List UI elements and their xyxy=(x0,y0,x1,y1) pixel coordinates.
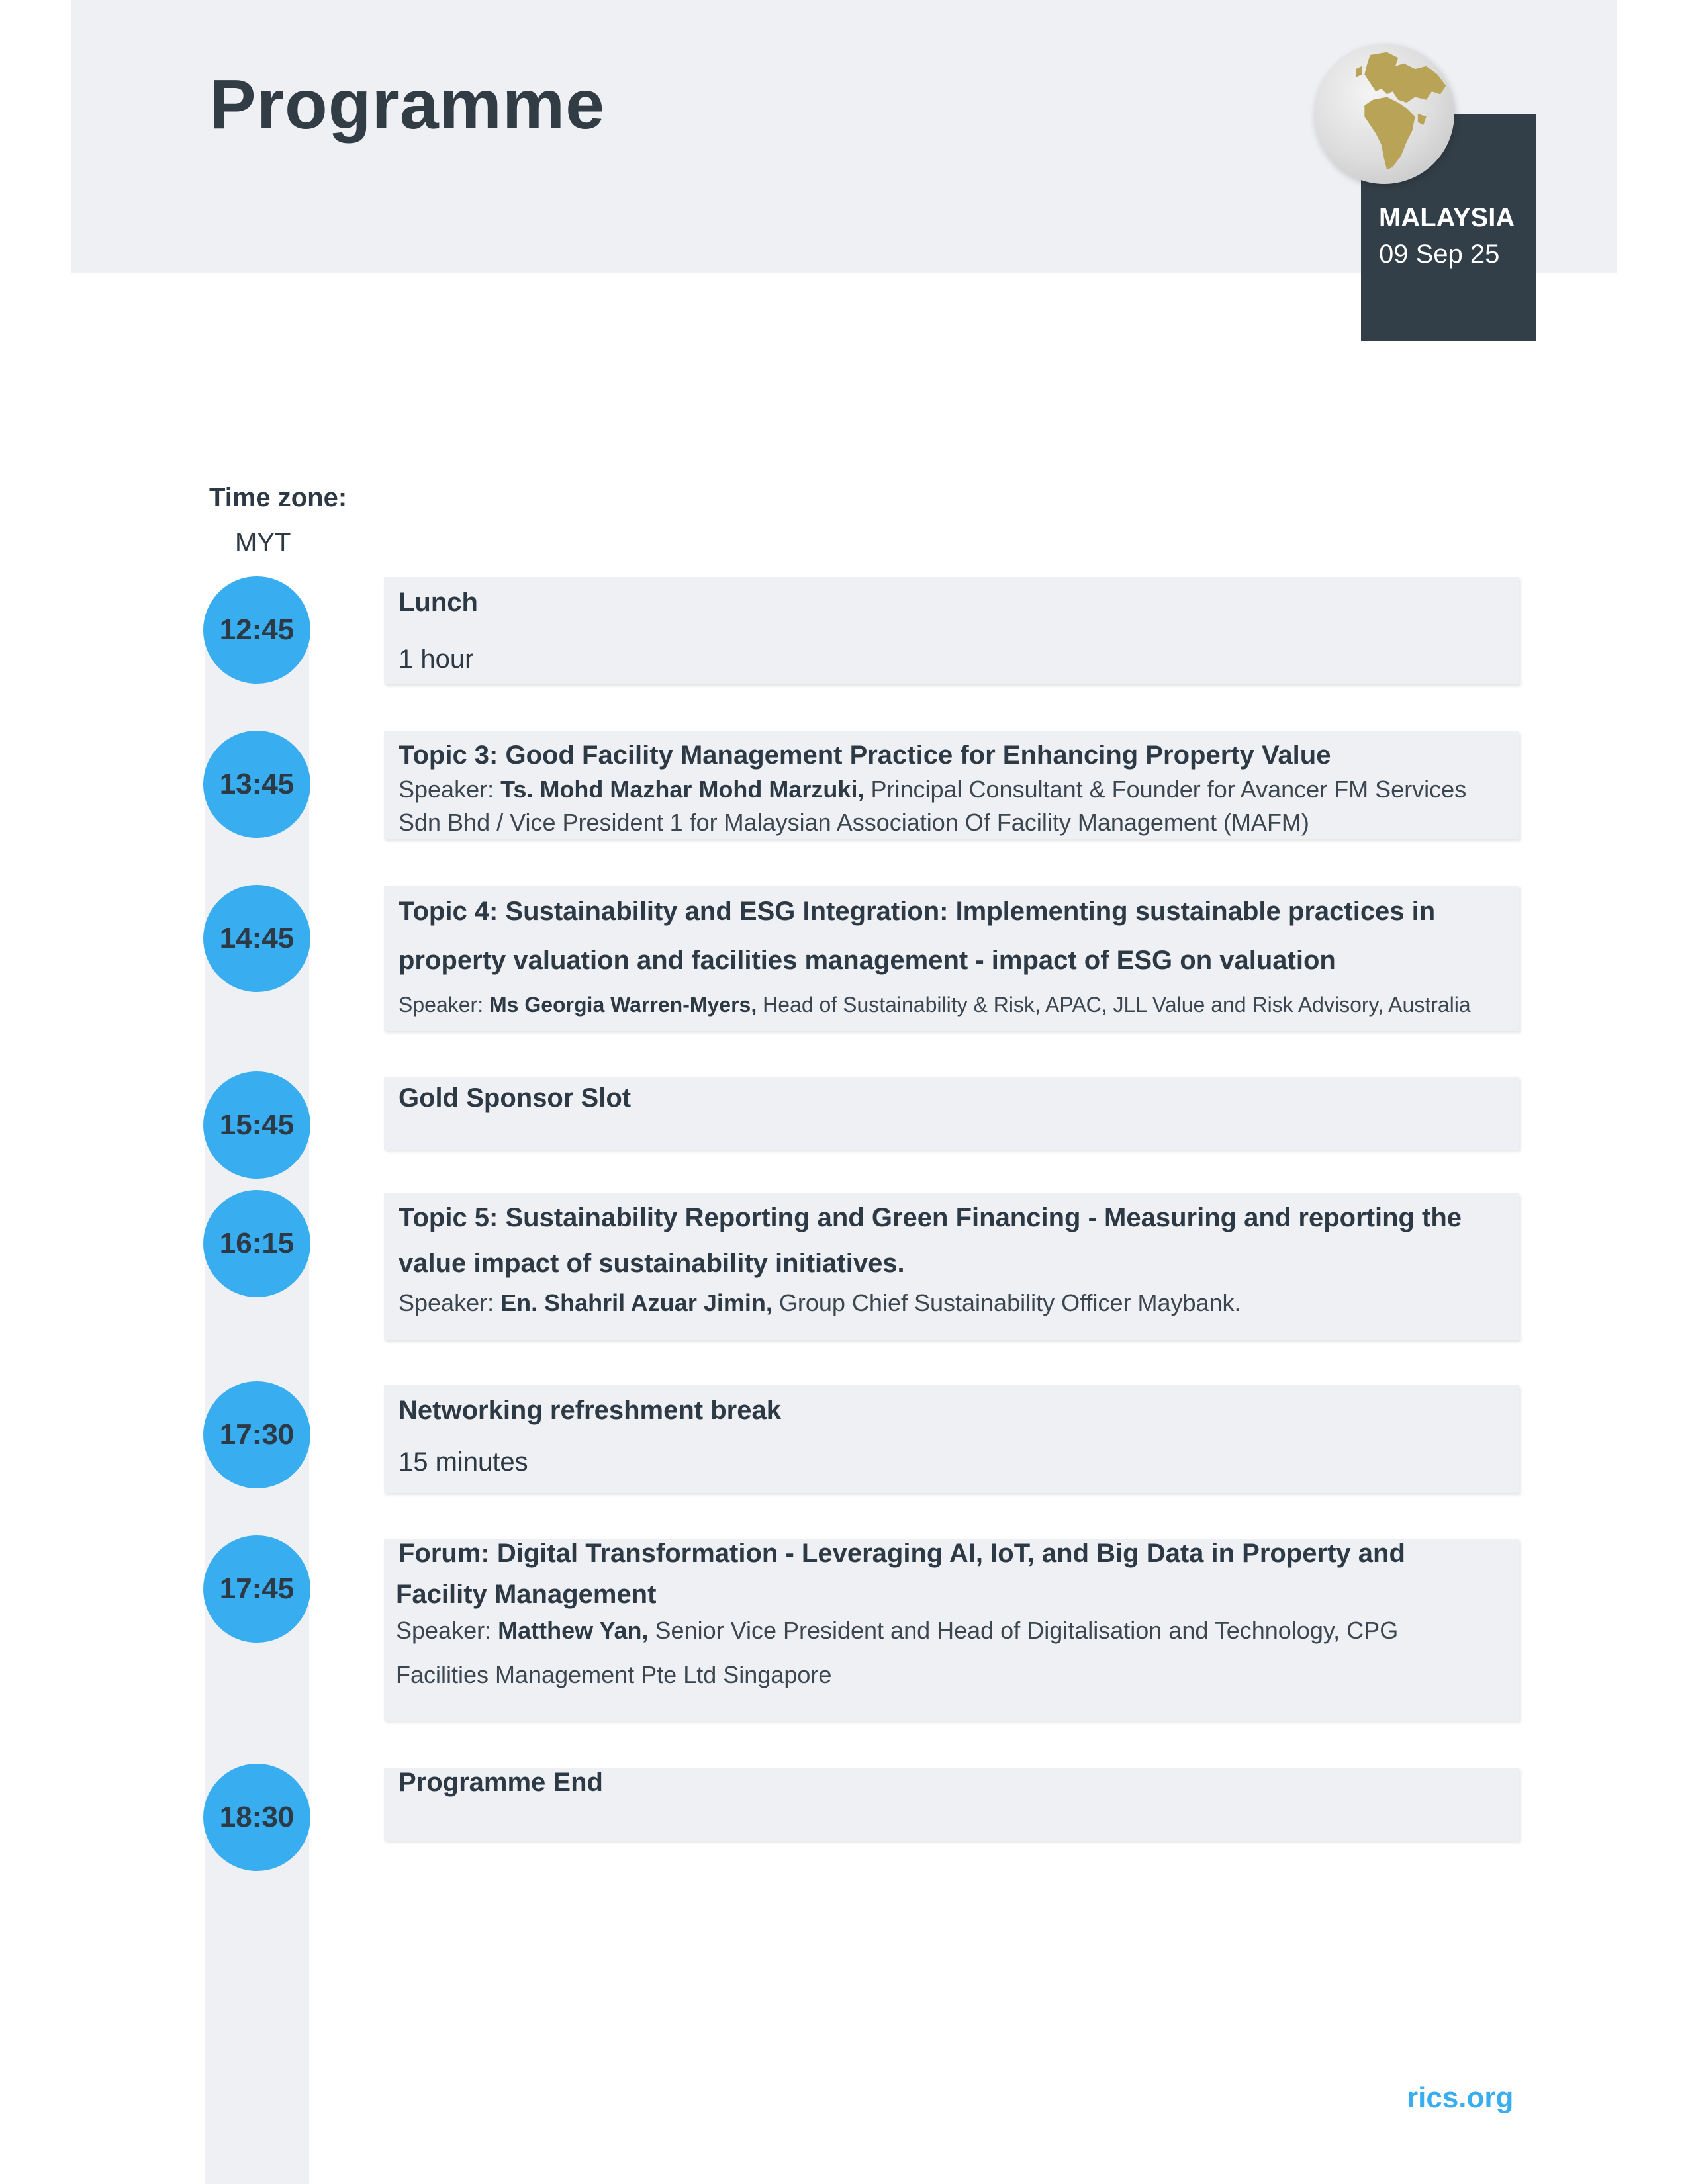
page-title: Programme xyxy=(209,66,606,144)
time-badge: 12:45 xyxy=(203,576,310,684)
speaker-name: En. Shahril Azuar Jimin, xyxy=(500,1289,773,1316)
schedule-item-programme-end xyxy=(384,1768,1519,1841)
event-date: 09 Sep 25 xyxy=(1379,240,1500,269)
time-badge: 16:15 xyxy=(203,1190,310,1297)
item-speaker xyxy=(399,776,1466,803)
speaker-detail: Group Chief Sustainability Officer Maybank. xyxy=(778,1289,1241,1316)
item-title-line-2: Facility Management xyxy=(396,1580,657,1609)
speaker-name: Matthew Yan, xyxy=(498,1617,649,1644)
speaker-detail: Head of Sustainability & Risk, APAC, JLL Value and Risk Advisory, Australia xyxy=(763,993,1471,1017)
item-title-line-2: value impact of sustainability initiatives. xyxy=(399,1249,905,1278)
item-speaker xyxy=(399,993,1471,1017)
item-speaker-detail: Sdn Bhd / Vice President 1 for Malaysian Association Of Facility Management (MAFM) xyxy=(399,809,1309,836)
item-speaker xyxy=(396,1617,1398,1645)
time-badge: 14:45 xyxy=(203,885,310,992)
speaker-label: Speaker: xyxy=(399,1289,494,1316)
speaker-label: Speaker: xyxy=(399,776,494,803)
timezone-label: Time zone: xyxy=(209,483,348,512)
speaker-label: Speaker: xyxy=(396,1617,492,1644)
speaker-detail: Senior Vice President and Head of Digitalisation and Technology, CPG xyxy=(655,1617,1399,1644)
schedule-item-forum xyxy=(384,1539,1519,1721)
schedule-item-gold-sponsor xyxy=(384,1077,1519,1150)
item-duration: 1 hour xyxy=(399,645,474,674)
item-title-line-2: property valuation and facilities management - impact of ESG on valuation xyxy=(399,946,1336,975)
footer-site-link[interactable]: rics.org xyxy=(1407,2081,1514,2114)
location-country: MALAYSIA xyxy=(1379,203,1515,232)
item-speaker xyxy=(399,1289,1241,1317)
schedule-item-networking-break xyxy=(384,1385,1519,1493)
time-badge: 15:45 xyxy=(203,1071,310,1179)
item-speaker-detail: Facilities Management Pte Ltd Singapore xyxy=(396,1661,832,1688)
item-title-line-1: Forum: Digital Transformation - Leveraging AI, IoT, and Big Data in Property and xyxy=(399,1539,1405,1568)
speaker-detail: Principal Consultant & Founder for Avancer FM Services xyxy=(870,776,1467,803)
schedule-item-topic-4 xyxy=(384,886,1519,1031)
item-title: Topic 3: Good Facility Management Practice for Enhancing Property Value xyxy=(399,741,1331,770)
item-title: Programme End xyxy=(399,1768,603,1797)
item-title-line-1: Topic 5: Sustainability Reporting and Green Financing - Measuring and reporting the xyxy=(399,1203,1462,1232)
item-title-line-1: Topic 4: Sustainability and ESG Integration: Implementing sustainable practices in xyxy=(399,897,1436,926)
schedule-item-topic-3 xyxy=(384,731,1519,839)
speaker-name: Ms Georgia Warren-Myers, xyxy=(489,993,757,1017)
timezone-value: MYT xyxy=(235,528,291,557)
time-badge: 18:30 xyxy=(203,1764,310,1871)
speaker-name: Ts. Mohd Mazhar Mohd Marzuki, xyxy=(500,776,865,803)
item-title: Networking refreshment break xyxy=(399,1396,781,1425)
time-badge: 17:45 xyxy=(203,1535,310,1643)
speaker-label: Speaker: xyxy=(399,993,484,1017)
schedule-item-topic-5 xyxy=(384,1193,1519,1340)
item-title: Gold Sponsor Slot xyxy=(399,1083,632,1113)
schedule-item-lunch xyxy=(384,577,1519,684)
globe-icon xyxy=(1314,44,1454,184)
time-badge: 13:45 xyxy=(203,731,310,838)
item-duration: 15 minutes xyxy=(399,1447,528,1477)
time-badge: 17:30 xyxy=(203,1381,310,1488)
item-title: Lunch xyxy=(399,588,478,617)
